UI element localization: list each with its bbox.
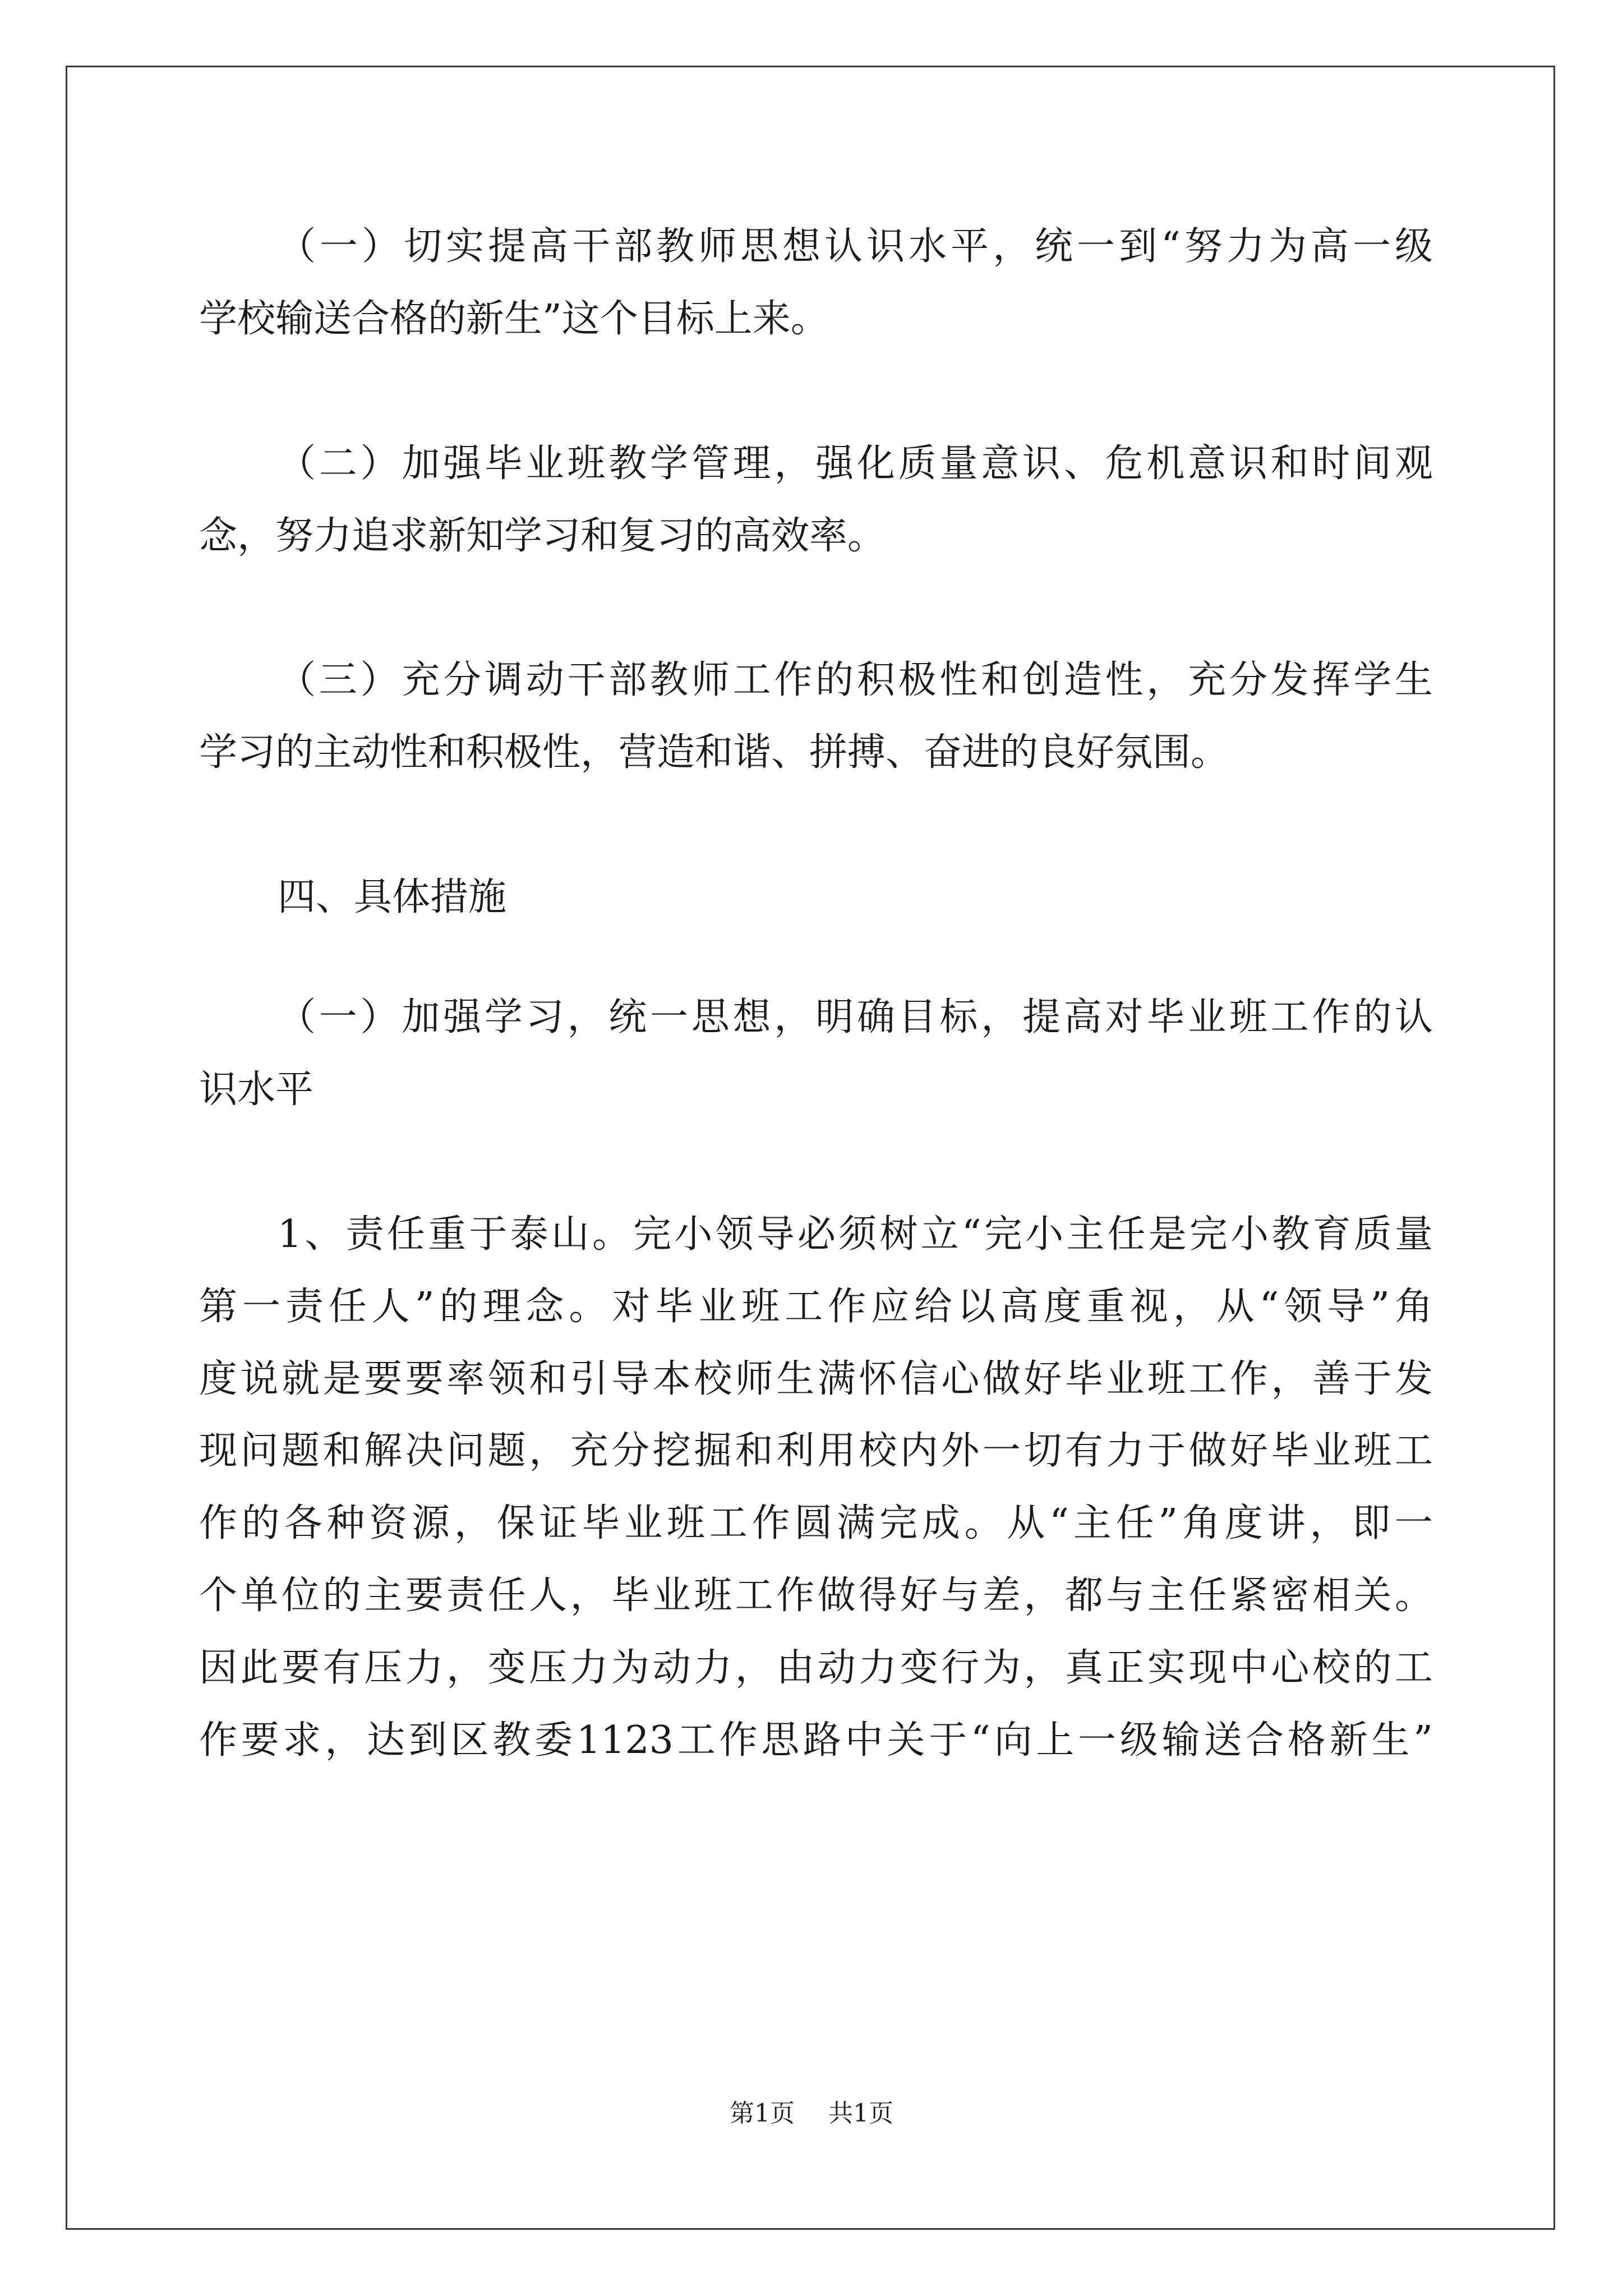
text-line: 学习的主动性和积极性，营造和谐、拼搏、奋进的良好氛围。 [199,730,1229,775]
text-line: 学校输送合格的新生”这个目标上来。 [199,297,829,341]
page-footer [0,2097,1623,2131]
text-line: 识水平 [199,1068,314,1112]
text-line: 个单位的主要责任人，毕业班工作做得好与差，都与主任紧密相关。 [199,1573,1433,1618]
page-number: 第1页 [730,2099,795,2128]
section-heading: 四、具体措施 [278,875,507,919]
text-line: 作的各种资源，保证毕业班工作圆满完成。从“主任”角度讲，即一 [199,1501,1433,1545]
text-line: 第一责任人”的理念。对毕业班工作应给以高度重视，从“领导”角 [199,1285,1433,1329]
text-line: 1、责任重于泰山。完小领导必须树立“完小主任是完小教育质量 [278,1212,1433,1257]
text-line: 作要求，达到区教委1123工作思路中关于“向上一级输送合格新生” [199,1718,1433,1763]
text-line: （一）切实提高干部教师思想认识水平，统一到“努力为高一级 [278,224,1433,269]
text-line: 因此要有压力，变压力为动力，由动力变行为，真正实现中心校的工 [199,1646,1433,1690]
text-line: 念，努力追求新知学习和复习的高效率。 [199,514,886,558]
text-line: （三）充分调动干部教师工作的积极性和创造性，充分发挥学生 [278,658,1433,702]
page-border [66,66,1555,2230]
text-line: 度说就是要要率领和引导本校师生满怀信心做好毕业班工作，善于发 [199,1357,1433,1401]
text-line: 现问题和解决问题，充分挖掘和利用校内外一切有力于做好毕业班工 [199,1429,1433,1473]
text-line: （二）加强毕业班教学管理，强化质量意识、危机意识和时间观 [278,441,1433,486]
page-total: 共1页 [828,2099,893,2128]
text-line: （一）加强学习，统一思想，明确目标，提高对毕业班工作的认 [278,995,1433,1039]
